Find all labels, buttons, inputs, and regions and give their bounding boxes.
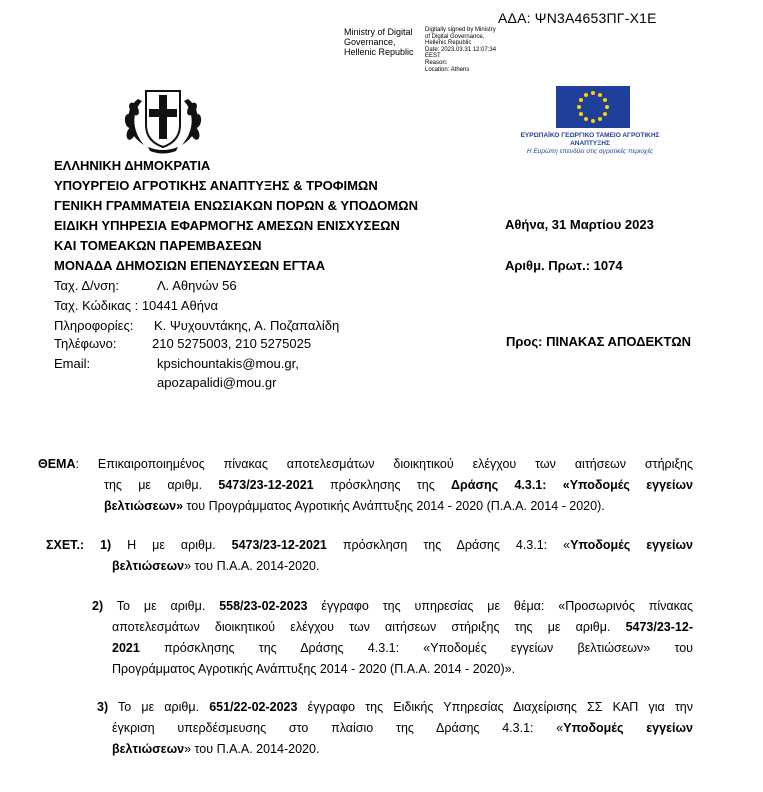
subject-text: της με αριθμ. (104, 478, 219, 492)
subject-text: του Προγράμματος Αγροτικής Ανάπτυξης 2014 - 2020 (Π.Α.Α. 2014 - 2020). (183, 499, 605, 513)
info-value: Κ. Ψυχουντάκης, Α. Ποζαπαλίδη (154, 318, 340, 333)
hellenic-republic-emblem-icon (118, 85, 208, 160)
signer-line: Ministry of Digital (344, 27, 413, 37)
reference-action: βελτιώσεων (112, 742, 185, 756)
reference-2-cont (112, 617, 693, 680)
signature-details (425, 27, 510, 73)
subject-number: 5473/23-12-2021 (218, 478, 314, 492)
reference-line (112, 617, 693, 638)
postcode-line: Ταχ. Κώδικας : 10441 Αθήνα (54, 298, 219, 313)
reference-line (112, 739, 693, 760)
signer-line: Hellenic Republic (344, 47, 414, 57)
header-line: ΓΕΝΙΚΗ ΓΡΑΜΜΑΤΕΙΑ ΕΝΩΣΙΑΚΩΝ ΠΟΡΩΝ & ΥΠΟΔΟΜΩΝ (54, 198, 418, 213)
reference-line (46, 535, 693, 556)
reference-line (112, 556, 693, 577)
eafrd-caption-line: ΕΥΡΩΠΑΪΚΟ ΓΕΩΡΓΙΚΟ ΤΑΜΕΙΟ ΑΓΡΟΤΙΚΗΣ ΑΝΑΠΤΥΞΗΣ (520, 132, 660, 147)
signature-detail-line: Location: Athens (425, 66, 470, 73)
reference-text: » του Π.Α.Α. 2014-2020. (184, 559, 320, 573)
subject-line (38, 454, 693, 475)
ada-code: ΑΔΑ: ΨΝ3Α4653ΠΓ-Χ1Ε (498, 10, 657, 26)
signer-line: Governance, (344, 37, 396, 47)
subject-label: ΘΕΜΑ (38, 457, 76, 471)
reference-number: 2) (92, 599, 104, 613)
reference-3 (97, 697, 693, 718)
reference-3-cont (112, 718, 693, 760)
phone-label: Τηλέφωνο: (54, 336, 117, 351)
reference-text: έγγραφο της υπηρεσίας με θέμα: «Προσωρινός πίνακας (307, 599, 693, 613)
digital-signer (344, 27, 424, 57)
reference-action: βελτιώσεων (112, 559, 185, 573)
subject-block (38, 454, 693, 475)
subject-text: : Επικαιροποιημένος πίνακας αποτελεσμάτων διοικητικού ελέγχου των αιτήσεων στήριξης (75, 457, 693, 471)
recipients-line: Προς: ΠΙΝΑΚΑΣ ΑΠΟΔΕΚΤΩΝ (506, 334, 692, 349)
eu-flag-icon (556, 86, 630, 128)
address-label: Ταχ. Δ/νση: (54, 278, 120, 293)
address-value: Λ. Αθηνών 56 (157, 278, 237, 293)
header-line: ΕΛΛΗΝΙΚΗ ΔΗΜΟΚΡΑΤΙΑ (54, 158, 211, 173)
subject-action: βελτιώσεων» (104, 499, 184, 513)
reference-doc-number: 5473/23-12- (625, 620, 693, 634)
reference-doc-number: 2021 (112, 641, 140, 655)
subject-cont (104, 475, 693, 517)
reference-text: Το με αριθμ. (103, 599, 220, 613)
reference-doc-number: 651/22-02-2023 (209, 700, 298, 714)
email-link[interactable]: kpsichountakis@mou.gr, (157, 356, 299, 371)
signature-detail-line: Hellenic Republic (425, 40, 472, 47)
header-line: ΥΠΟΥΡΓΕΙΟ ΑΓΡΟΤΙΚΗΣ ΑΝΑΠΤΥΞΗΣ & ΤΡΟΦΙΜΩΝ (54, 178, 378, 193)
phone-value: 210 5275003, 210 5275025 (152, 336, 312, 351)
reference-text: έγγραφο της Ειδικής Υπηρεσίας Διαχείρισης ΣΣ ΚΑΠ για την (297, 700, 693, 714)
protocol-number: Αριθμ. Πρωτ.: 1074 (505, 258, 623, 273)
reference-number: 3) (97, 700, 109, 714)
eafrd-caption (505, 132, 675, 156)
email-link[interactable]: apozapalidi@mou.gr (157, 375, 277, 390)
subject-line (104, 496, 693, 517)
reference-text: Το με αριθμ. (108, 700, 210, 714)
reference-text: αποτελεσμάτων διοικητικού ελέγχου των αιτήσεων στήριξης της με αριθμ. (112, 620, 626, 634)
reference-line: Προγράμματος Αγροτικής Ανάπτυξης 2014 - 2020 (Π.Α.Α. 2014 - 2020)». (112, 662, 516, 676)
subject-text: πρόσκλησης της (313, 478, 452, 492)
reference-text: » του Π.Α.Α. 2014-2020. (184, 742, 320, 756)
header-line: ΕΙΔΙΚΗ ΥΠΗΡΕΣΙΑ ΕΦΑΡΜΟΓΗΣ ΑΜΕΣΩΝ ΕΝΙΣΧΥΣΕΩΝ (54, 218, 400, 233)
reference-line (97, 697, 693, 718)
reference-1 (46, 535, 693, 556)
reference-number: 1) (100, 538, 112, 552)
document-date: Αθήνα, 31 Μαρτίου 2023 (505, 217, 654, 232)
email-label: Email: (54, 356, 91, 371)
reference-text: Η με αριθμ. (111, 538, 232, 552)
signature-detail-line: EEST (425, 53, 441, 60)
signature-detail-line: Date: 2023.03.31 12:07:34 (425, 46, 497, 53)
reference-line (112, 638, 693, 659)
reference-1-cont (112, 556, 693, 577)
reference-text: έγκριση υπερδέσμευσης στο πλαίσιο της Δράσης 4.3.1: « (112, 721, 564, 735)
header-line: ΚΑΙ ΤΟΜΕΑΚΩΝ ΠΑΡΕΜΒΑΣΕΩΝ (54, 238, 262, 253)
subject-line (104, 475, 693, 496)
reference-action: Υποδομές εγγείων (570, 538, 694, 552)
signature-detail-line: Digitally signed by Ministry (425, 27, 496, 33)
signature-detail-line: Reason: (425, 59, 448, 66)
eafrd-caption-line: Η Ευρώπη επενδύει στις αγροτικές περιοχές (526, 148, 654, 155)
reference-line (92, 596, 693, 617)
signature-detail-line: of Digital Governance, (425, 33, 485, 40)
reference-line (112, 718, 693, 739)
reference-2 (92, 596, 693, 617)
subject-action: Δράσης 4.3.1: «Υποδομές εγγείων (451, 478, 693, 492)
reference-doc-number: 558/23-02-2023 (219, 599, 308, 613)
header-line: ΜΟΝΑΔΑ ΔΗΜΟΣΙΩΝ ΕΠΕΝΔΥΣΕΩΝ ΕΓΤΑΑ (54, 258, 326, 273)
reference-text: πρόσκληση της Δράσης 4.3.1: « (326, 538, 571, 552)
reference-doc-number: 5473/23-12-2021 (231, 538, 327, 552)
references-label: ΣΧΕΤ.: (46, 538, 85, 552)
info-label: Πληροφορίες: (54, 318, 134, 333)
reference-action: Υποδομές εγγείων (563, 721, 693, 735)
reference-text: πρόσκλησης της Δράσης 4.3.1: «Υποδομές εγγείων βελτιώσεων» του (139, 641, 693, 655)
